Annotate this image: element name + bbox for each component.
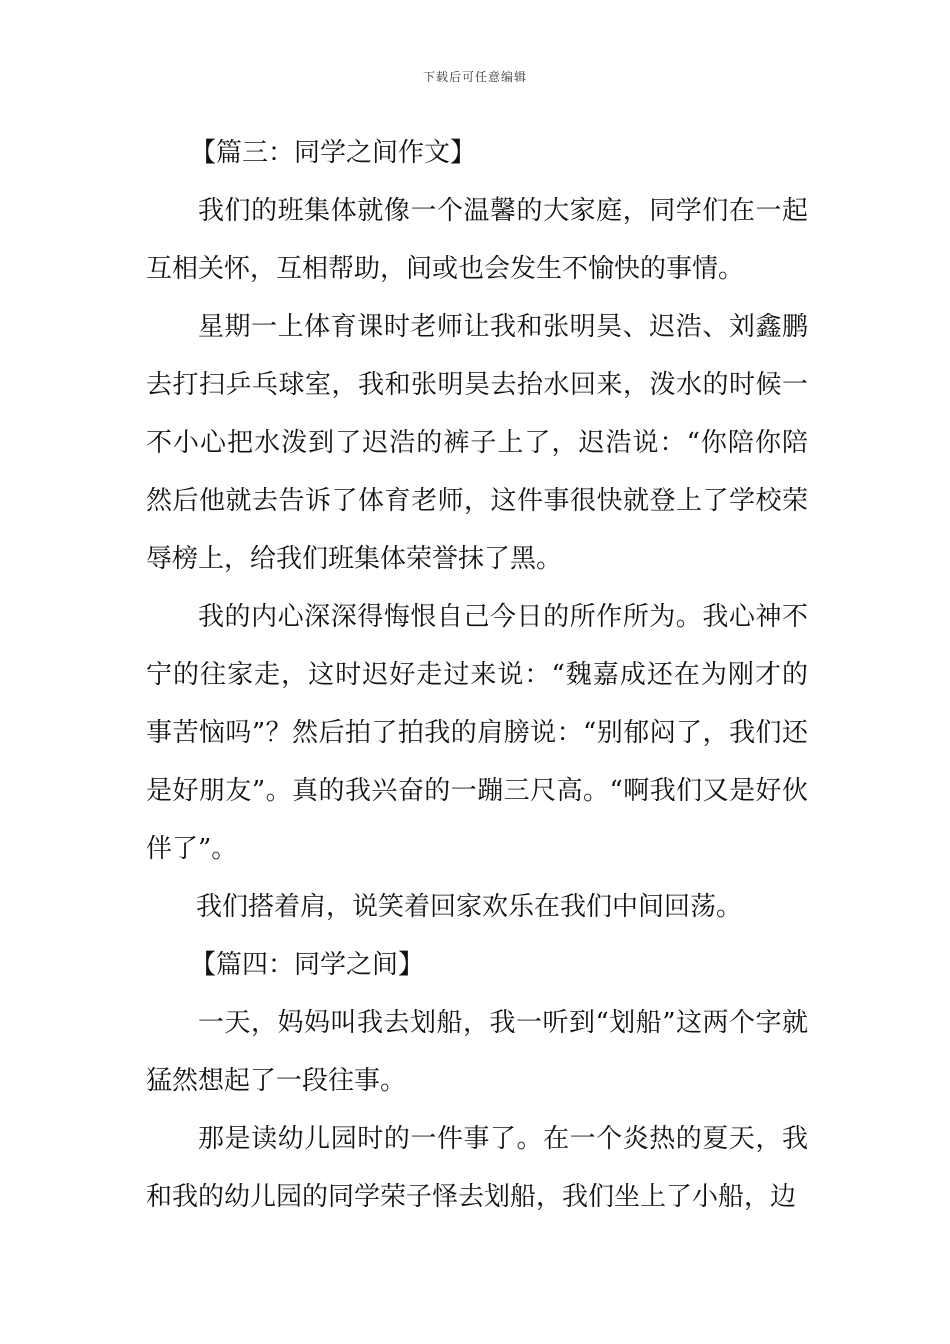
section-heading-3: 【篇三：同学之间作文】	[190, 138, 477, 168]
paragraph: 我们搭着肩，说笑着回家欢乐在我们中间回荡。	[196, 892, 743, 922]
paragraph: 我的内心深深得悔恨自己今日的所作所为。我心神不宁的往家走，这时迟好走过来说：“魏嘉成还在为刚才的事苦恼吗”？然后拍了拍我的肩膀说：“别郁闷了，我们还是好朋友”。真的我兴奋的一蹦三尺高。“啊我们又是好伙伴了”。	[146, 602, 808, 864]
section-heading-4: 【篇四：同学之间】	[190, 950, 425, 980]
page-header: 下载后可任意编辑	[422, 70, 527, 84]
paragraph: 那是读幼儿园时的一件事了。在一个炎热的夏天，我和我的幼儿园的同学荣子怿去划船，我们坐上了小船，边	[146, 1124, 808, 1212]
paragraph: 我们的班集体就像一个温馨的大家庭，同学们在一起互相关怀，互相帮助，间或也会发生不愉快的事情。	[146, 196, 808, 284]
paragraph: 星期一上体育课时老师让我和张明昊、迟浩、刘鑫鹏去打扫乒乓球室，我和张明昊去抬水回来，泼水的时候一不小心把水泼到了迟浩的裤子上了，迟浩说：“你陪你陪然后他就去告诉了体育老师，这件事很快就登上了学校荣辱榜上，给我们班集体荣誉抹了黑。	[146, 312, 808, 574]
document-body	[146, 124, 808, 1226]
paragraph: 一天，妈妈叫我去划船，我一听到“划船”这两个字就猛然想起了一段往事。	[146, 1008, 808, 1096]
